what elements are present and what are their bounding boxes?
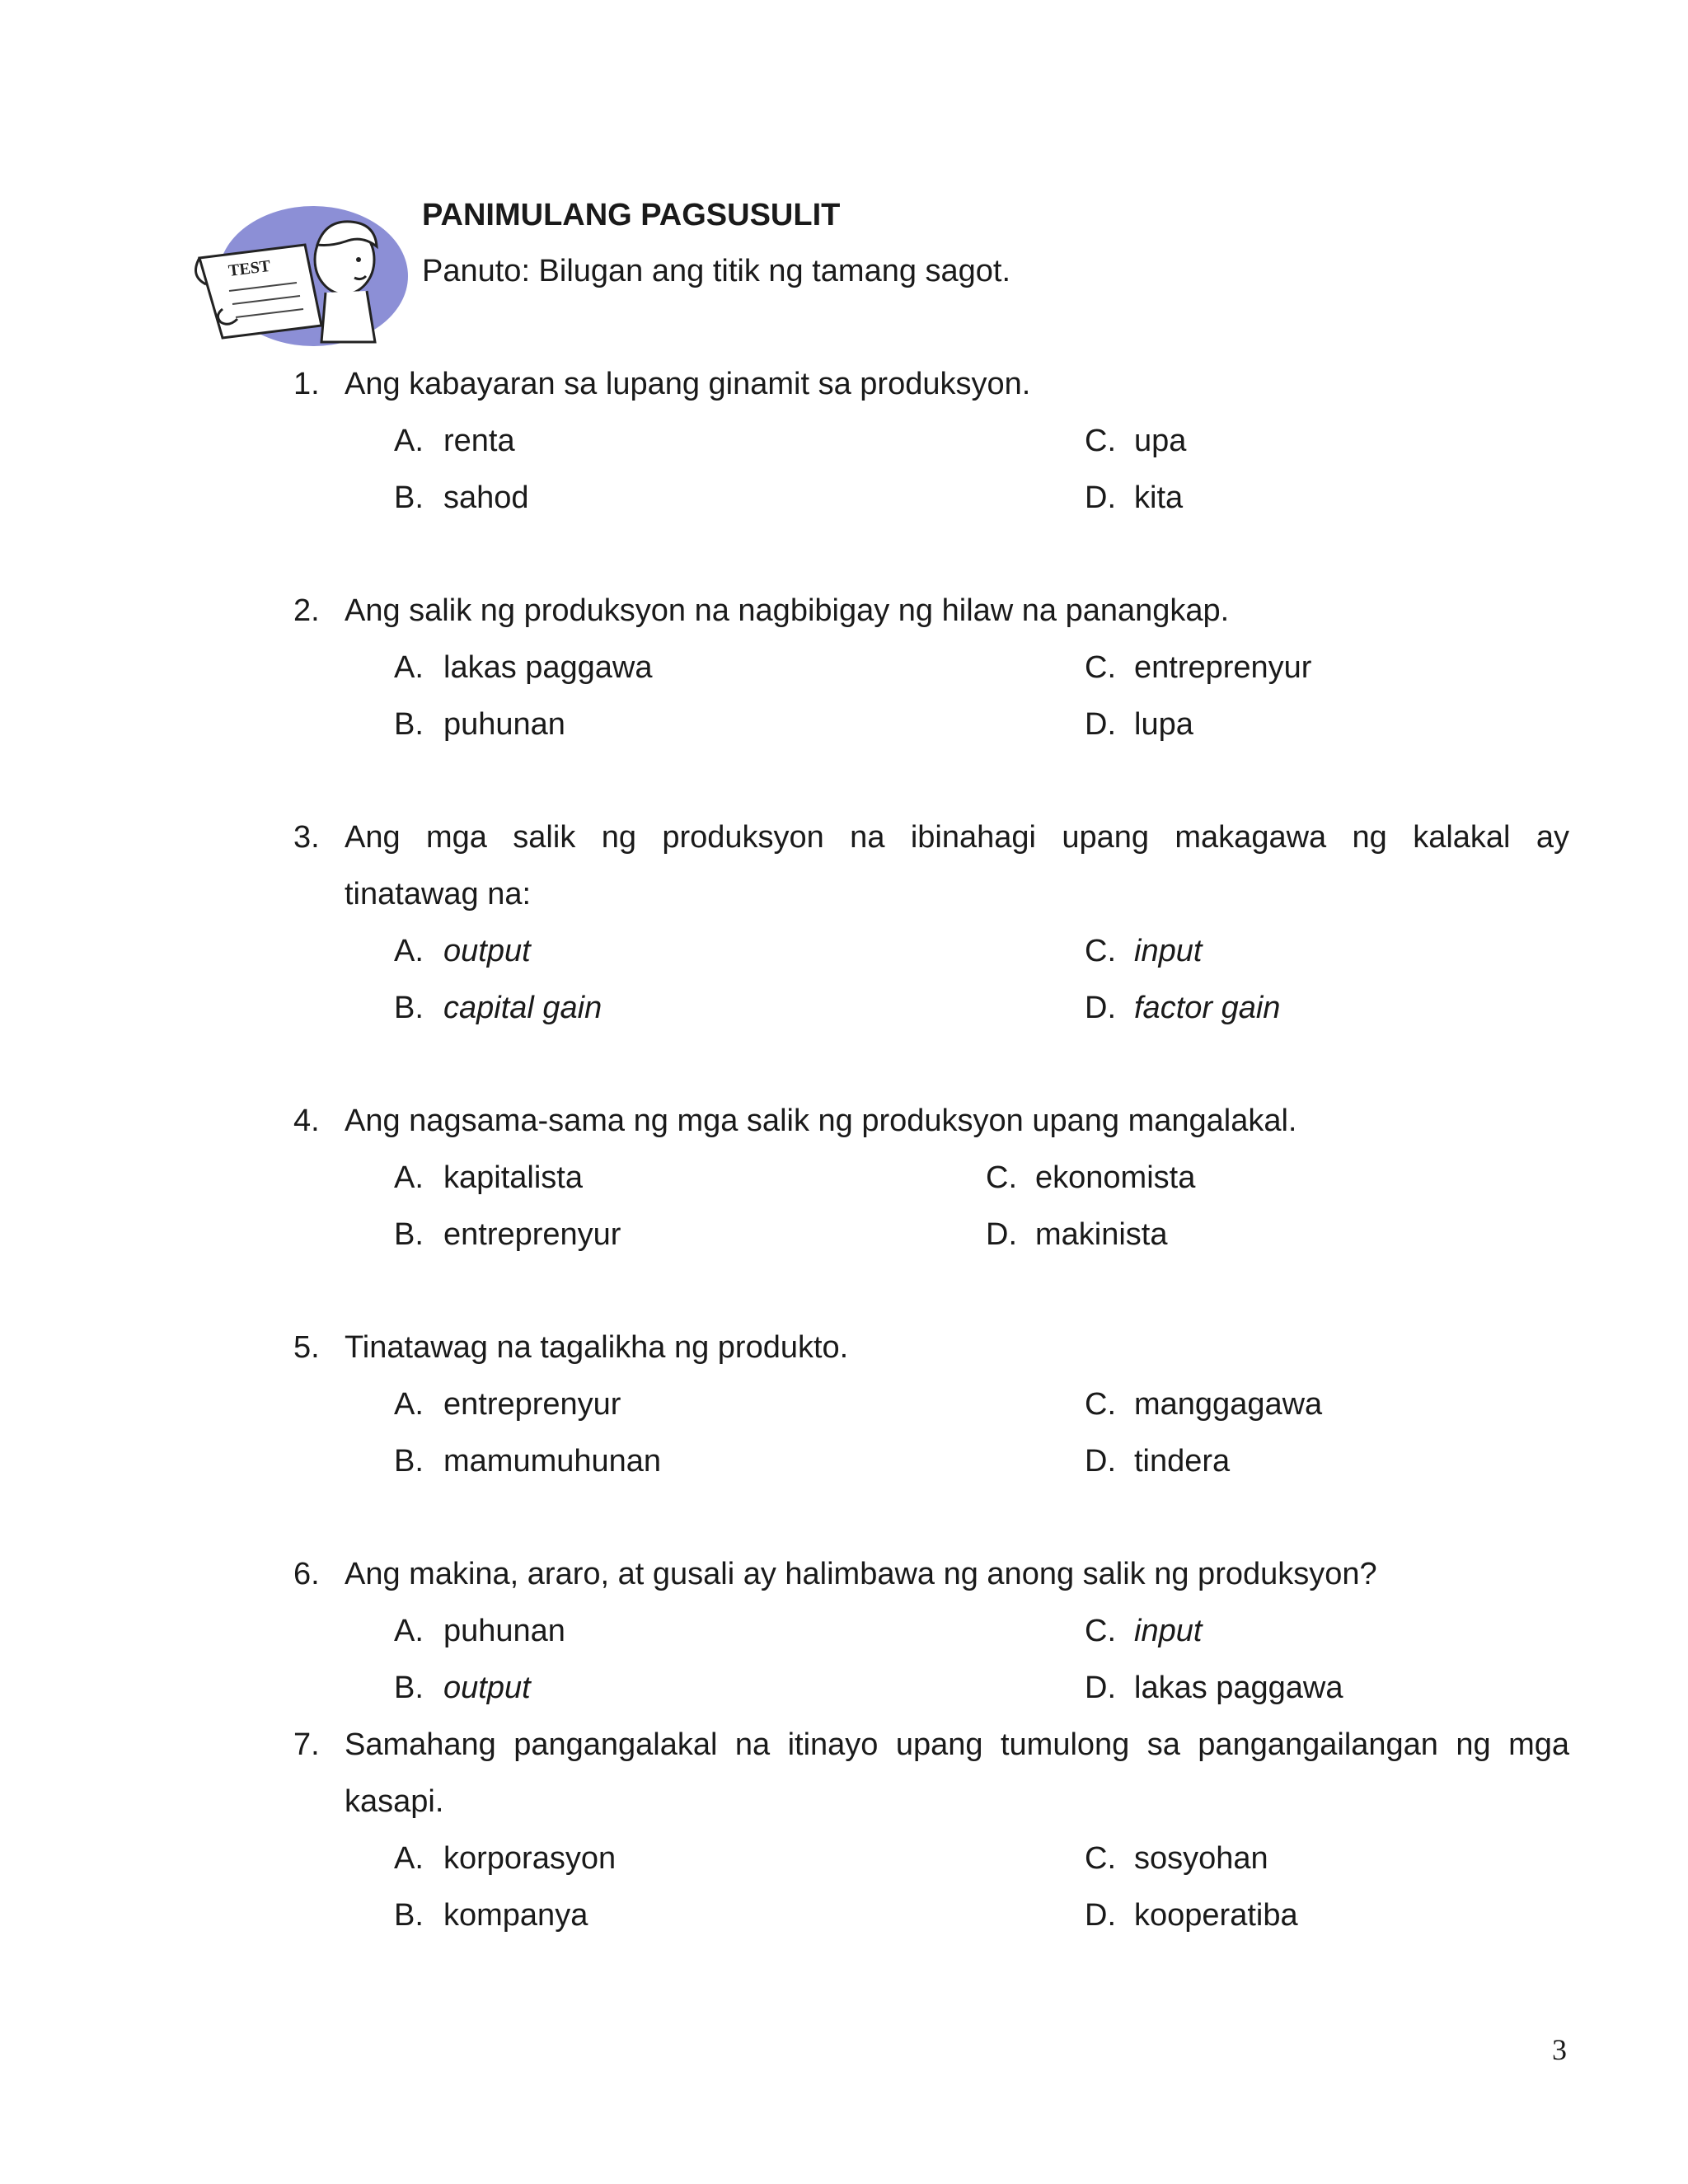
option-a[interactable]: A. lakas paggawa bbox=[394, 650, 653, 685]
option-b[interactable]: B. entreprenyur bbox=[394, 1217, 621, 1252]
option-a[interactable]: A. korporasyon bbox=[394, 1841, 617, 1876]
logo-test-label: TEST bbox=[227, 256, 272, 280]
question-number: 7. bbox=[293, 1727, 320, 1762]
question-text: Ang salik ng produksyon na nagbibigay ng hilaw na panangkap. bbox=[345, 593, 1230, 628]
question-text-line-1: Samahang pangangalakal na itinayo upang tumulong sa pangangailangan ng mga bbox=[345, 1727, 1569, 1762]
question-text: Ang kabayaran sa lupang ginamit sa produksyon. bbox=[345, 367, 1031, 401]
option-c[interactable]: C. upa bbox=[1085, 424, 1187, 458]
question-text: Ang makina, araro, at gusali ay halimbawa ng anong salik ng produksyon? bbox=[345, 1557, 1377, 1591]
option-b[interactable]: B. kompanya bbox=[394, 1898, 588, 1933]
option-a[interactable]: A. kapitalista bbox=[394, 1160, 583, 1195]
option-d[interactable]: D. kita bbox=[1085, 480, 1184, 515]
question-number: 4. bbox=[293, 1104, 320, 1138]
question-text: Ang nagsama-sama ng mga salik ng produksyon upang mangalakal. bbox=[345, 1104, 1297, 1138]
question-text: Tinatawag na tagalikha ng produkto. bbox=[345, 1330, 849, 1365]
option-c[interactable]: C. ekonomista bbox=[986, 1160, 1196, 1195]
question-text-line-1: Ang mga salik ng produksyon na ibinahagi upang makagawa ng kalakal ay bbox=[345, 820, 1569, 855]
option-d[interactable]: D. factor gain bbox=[1085, 991, 1281, 1025]
question-number: 1. bbox=[293, 367, 320, 401]
option-b[interactable]: B. output bbox=[394, 1671, 531, 1705]
option-b[interactable]: B. capital gain bbox=[394, 991, 603, 1025]
option-d[interactable]: D. tindera bbox=[1085, 1444, 1231, 1479]
option-b[interactable]: B. puhunan bbox=[394, 707, 565, 742]
page-number: 3 bbox=[1552, 2033, 1567, 2066]
instruction-text: Panuto: Bilugan ang titik ng tamang sagot. bbox=[422, 254, 1011, 288]
option-c[interactable]: C. input bbox=[1085, 934, 1203, 968]
option-a[interactable]: A. output bbox=[394, 934, 531, 968]
option-a[interactable]: A. puhunan bbox=[394, 1614, 565, 1648]
question-number: 6. bbox=[293, 1557, 320, 1591]
option-b[interactable]: B. sahod bbox=[394, 480, 529, 515]
option-c[interactable]: C. input bbox=[1085, 1614, 1203, 1648]
option-d[interactable]: D. makinista bbox=[986, 1217, 1168, 1252]
option-c[interactable]: C. manggagawa bbox=[1085, 1387, 1323, 1422]
option-c[interactable]: C. entreprenyur bbox=[1085, 650, 1312, 685]
page-title: PANIMULANG PAGSUSULIT bbox=[422, 198, 841, 232]
question-number: 5. bbox=[293, 1330, 320, 1365]
option-c[interactable]: C. sosyohan bbox=[1085, 1841, 1268, 1876]
option-b[interactable]: B. mamumuhunan bbox=[394, 1444, 662, 1479]
option-d[interactable]: D. lakas paggawa bbox=[1085, 1671, 1343, 1705]
option-a[interactable]: A. entreprenyur bbox=[394, 1387, 621, 1422]
question-number: 3. bbox=[293, 820, 320, 855]
option-a[interactable]: A. renta bbox=[394, 424, 515, 458]
question-text-line-2: tinatawag na: bbox=[345, 877, 532, 912]
option-d[interactable]: D. lupa bbox=[1085, 707, 1193, 742]
question-text-line-2: kasapi. bbox=[345, 1784, 444, 1819]
question-number: 2. bbox=[293, 593, 320, 628]
option-d[interactable]: D. kooperatiba bbox=[1085, 1898, 1298, 1933]
test-logo-icon bbox=[190, 202, 408, 346]
